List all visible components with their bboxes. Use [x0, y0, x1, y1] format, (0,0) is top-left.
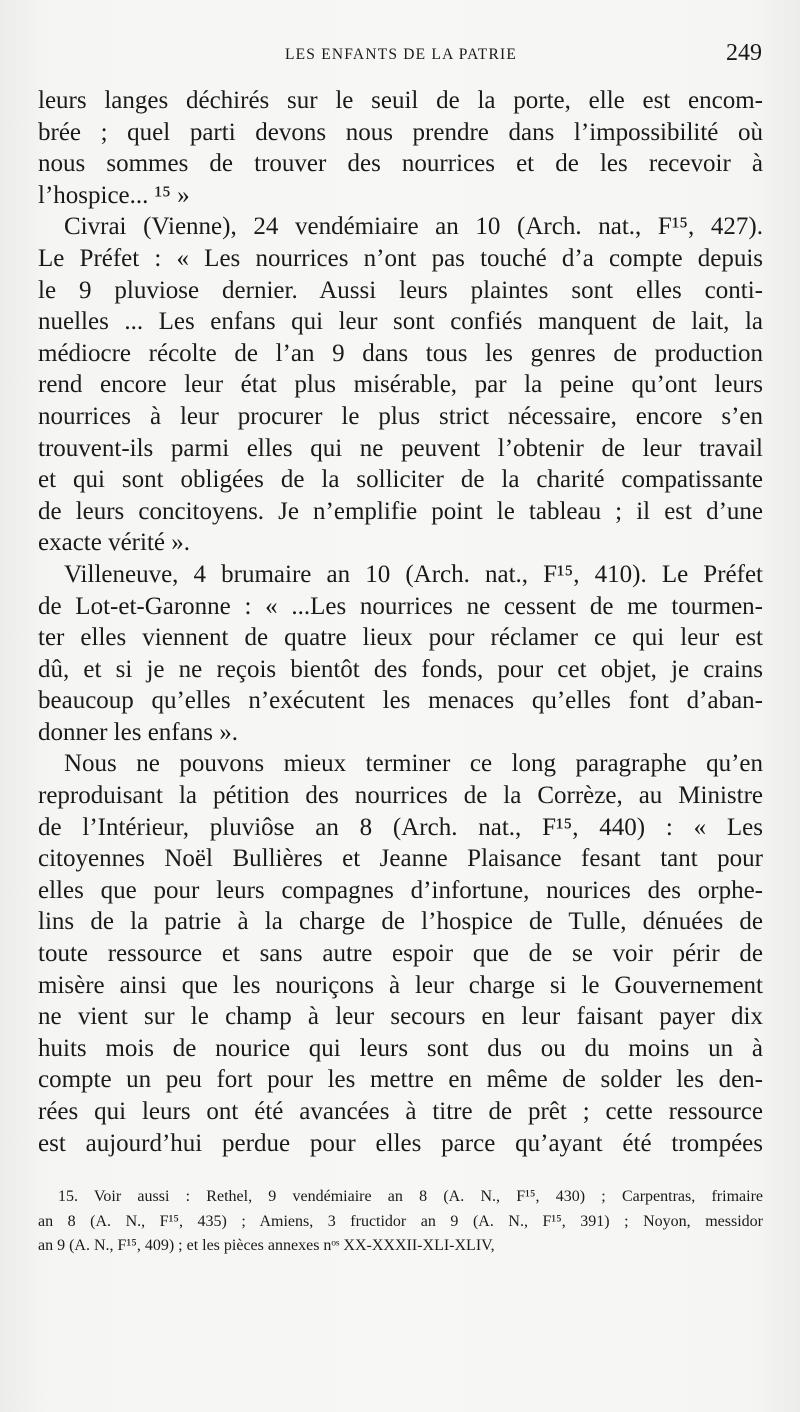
page-number: 249: [726, 40, 762, 66]
text-line: lins de la patrie à la charge de l’hospice de Tulle, dénuées de: [38, 908, 763, 936]
text-line: ne vient sur le champ à leur secours en leur faisant payer dix: [38, 1003, 763, 1031]
text-line: médiocre récolte de l’an 9 dans tous les genres de production: [38, 339, 763, 367]
body-text: [38, 85, 763, 1159]
text-line: ter elles viennent de quatre lieux pour réclamer ce qui leur est: [38, 624, 763, 652]
text-line: misère ainsi que les nouriçons à leur charge si le Gouvernement: [38, 971, 763, 999]
text-line: Nous ne pouvons mieux terminer ce long paragraphe qu’en: [64, 750, 763, 778]
text-line: compte un peu fort pour les mettre en même de solder les den-: [38, 1066, 763, 1094]
text-line: exacte vérité ».: [38, 529, 190, 557]
text-line: nourrices à leur procurer le plus strict nécessaire, encore s’en: [38, 402, 763, 430]
text-line: de Lot-et-Garonne : « ...Les nourrices ne cessent de me tourmen-: [38, 592, 763, 620]
text-line: de l’Intérieur, pluviôse an 8 (Arch. nat., F¹⁵, 440) : « Les: [38, 813, 763, 841]
text-line: Le Préfet : « Les nourrices n’ont pas touché d’a compte depuis: [38, 244, 763, 272]
text-line: rend encore leur état plus misérable, par la peine qu’ont leurs: [38, 371, 763, 399]
text-line: toute ressource et sans autre espoir que de se voir périr de: [38, 940, 763, 968]
text-line: Civrai (Vienne), 24 vendémiaire an 10 (Arch. nat., F¹⁵, 427).: [64, 213, 763, 241]
text-line: Villeneuve, 4 brumaire an 10 (Arch. nat., F¹⁵, 410). Le Préfet: [64, 560, 763, 588]
text-line: trouvent-ils parmi elles qui ne peuvent l’obtenir de leur travail: [38, 434, 763, 462]
text-line: leurs langes déchirés sur le seuil de la porte, elle est encom-: [38, 87, 763, 114]
footnote-line: 15. Voir aussi : Rethel, 9 vendémiaire an 8 (A. N., F¹⁵, 430) ; Carpentras, frimaire: [58, 1188, 763, 1205]
footnotes: [38, 1185, 763, 1259]
text-line: huits mois de nourice qui leurs sont dus ou du moins un à: [38, 1034, 763, 1062]
text-line: beaucoup qu’elles n’exécutent les menaces qu’elles font d’aban-: [38, 687, 763, 715]
text-line: et qui sont obligées de la solliciter de la charité compatissante: [38, 466, 763, 494]
text-line: l’hospice... ¹⁵ »: [38, 181, 190, 209]
text-line: elles que pour leurs compagnes d’infortune, nourices des orphe-: [38, 876, 763, 904]
text-line: le 9 pluviose dernier. Aussi leurs plaintes sont elles conti-: [38, 276, 763, 304]
text-line: dû, et si je ne reçois bientôt des fonds, pour cet objet, je crains: [38, 655, 763, 683]
footnote-line: an 9 (A. N., F¹⁵, 409) ; et les pièces annexes nᵒˢ XX-XXXII-XLI-XLIV,: [38, 1237, 495, 1254]
text-line: nuelles ... Les enfans qui leur sont confiés manquent de lait, la: [38, 308, 763, 336]
text-line: rées qui leurs ont été avancées à titre de prêt ; cette ressource: [38, 1098, 763, 1125]
footnote-line: an 8 (A. N., F¹⁵, 435) ; Amiens, 3 fructidor an 9 (A. N., F¹⁵, 391) ; Noyon, messidor: [38, 1212, 763, 1230]
text-line: de leurs concitoyens. Je n’emplifie point le tableau ; il est d’une: [38, 497, 763, 525]
running-title: LES ENFANTS DE LA PATRIE: [284, 46, 518, 63]
running-head: [38, 40, 764, 70]
text-line: brée ; quel parti devons nous prendre dans l’impossibilité où: [38, 118, 763, 146]
text-line: nous sommes de trouver des nourrices et de les recevoir à: [38, 150, 763, 178]
text-line: est aujourd’hui perdue pour elles parce qu’ayant été trompées: [38, 1129, 763, 1157]
text-line: reproduisant la pétition des nourrices de la Corrèze, au Ministre: [38, 782, 763, 810]
text-line: donner les enfans ».: [38, 718, 238, 746]
text-line: citoyennes Noël Bullières et Jeanne Plaisance fesant tant pour: [38, 845, 763, 873]
